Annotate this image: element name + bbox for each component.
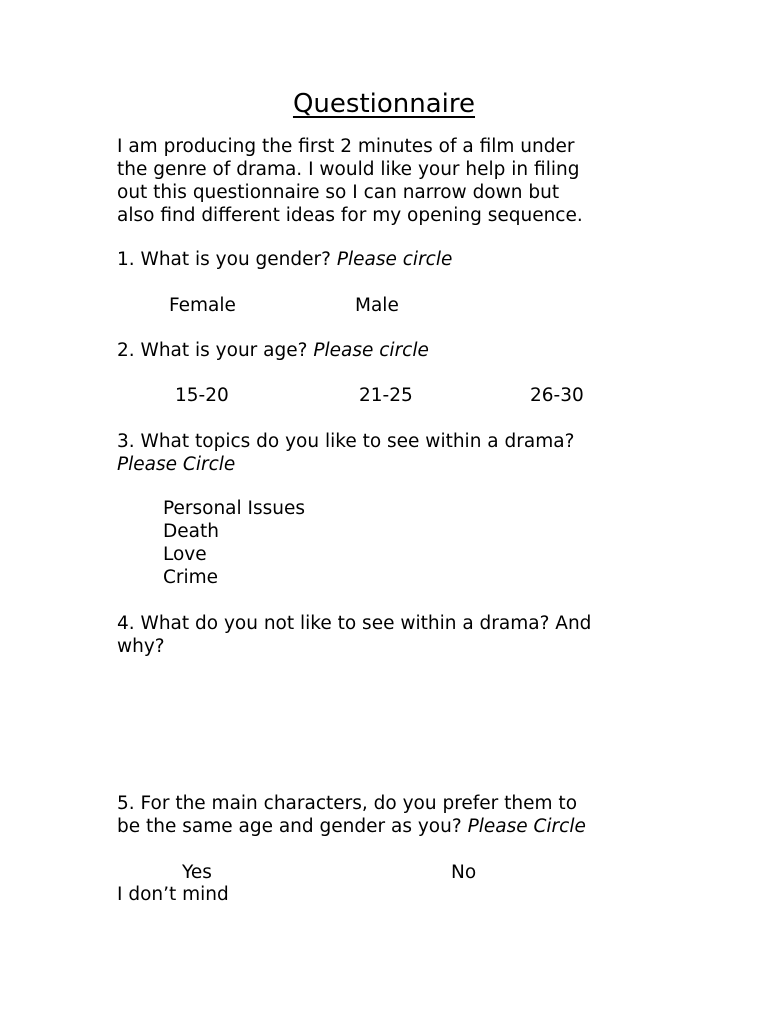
option-male[interactable]: Male	[355, 295, 399, 316]
intro-line: out this questionnaire so I can narrow down but	[117, 182, 560, 203]
question-3-instruction-line	[117, 453, 235, 476]
option-no[interactable]: No	[451, 862, 477, 883]
intro-paragraph	[117, 135, 657, 227]
page-title: Questionnaire	[292, 89, 476, 119]
intro-line: the genre of drama. I would like your help in filing	[117, 159, 580, 180]
intro-line: I am producing the first 2 minutes of a film under	[117, 136, 575, 157]
question-1-instruction: Please circle	[336, 249, 453, 270]
question-1	[117, 248, 452, 271]
question-2	[117, 339, 429, 362]
question-3-text: 3. What topics do you like to see within a drama?	[117, 431, 575, 452]
option-personal-issues[interactable]: Personal Issues	[163, 498, 306, 519]
question-3-instruction: Please Circle	[117, 454, 236, 475]
option-age-15-20[interactable]: 15-20	[175, 385, 229, 406]
option-yes[interactable]: Yes	[182, 862, 212, 883]
question-2-instruction: Please circle	[313, 340, 429, 361]
question-2-text: 2. What is your age?	[117, 340, 308, 361]
intro-line: also find different ideas for my opening sequence.	[117, 205, 583, 226]
question-4-line-2: why?	[117, 636, 165, 657]
question-5-instruction: Please Circle	[467, 816, 586, 837]
question-5-line-1: 5. For the main characters, do you prefer them to	[117, 793, 578, 814]
question-1-text: 1. What is you gender?	[117, 249, 331, 270]
question-5-text: be the same age and gender as you?	[117, 816, 462, 837]
option-age-26-30[interactable]: 26-30	[530, 385, 584, 406]
question-5-line-2	[117, 815, 586, 838]
question-4-line-1: 4. What do you not like to see within a drama? And	[117, 613, 592, 634]
option-female[interactable]: Female	[169, 295, 236, 316]
option-love[interactable]: Love	[163, 544, 207, 565]
option-death[interactable]: Death	[163, 521, 219, 542]
option-age-21-25[interactable]: 21-25	[359, 385, 413, 406]
option-dont-mind[interactable]: I don’t mind	[117, 884, 229, 905]
option-crime[interactable]: Crime	[163, 567, 219, 588]
answer-space[interactable]	[117, 660, 657, 785]
